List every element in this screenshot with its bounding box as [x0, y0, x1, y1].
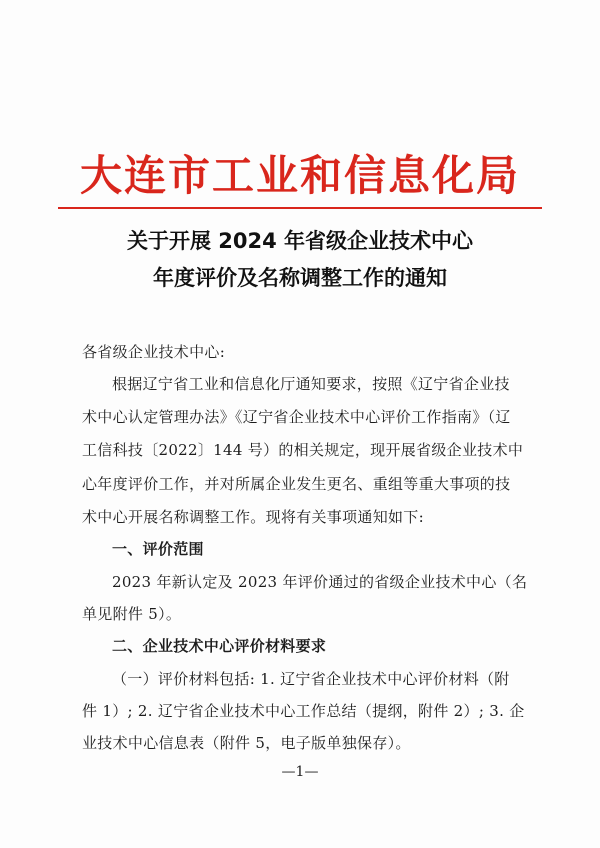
section-2-line: 件 1）; 2. 辽宁省企业技术中心工作总结（提纲，附件 2）; 3. 企	[82, 702, 525, 720]
section-2-line: 业技术中心信息表（附件 5，电子版单独保存）。	[82, 734, 411, 752]
section-2-heading: 二、企业技术中心评价材料要求	[112, 637, 327, 655]
document-title-line-1: 关于开展 2024 年省级企业技术中心	[126, 229, 474, 253]
header-red-rule	[58, 207, 542, 209]
section-1-line: 2023 年新认定及 2023 年评价通过的省级企业技术中心（名	[112, 573, 528, 591]
document-title-line-2: 年度评价及名称调整工作的通知	[153, 266, 447, 290]
section-1-heading: 一、评价范围	[112, 540, 204, 558]
paragraph-1-line: 工信科技〔2022〕144 号）的相关规定，现开展省级企业技术中	[82, 441, 524, 459]
section-2-line: （一）评价材料包括: 1. 辽宁省企业技术中心评价材料（附	[112, 670, 510, 688]
section-1-line: 单见附件 5）。	[82, 605, 182, 623]
paragraph-1-line: 术中心认定管理办法》《辽宁省企业技术中心评价工作指南》（辽	[82, 408, 511, 426]
paragraph-1-line: 术中心开展名称调整工作。现将有关事项通知如下:	[82, 508, 424, 526]
page-number: —1—	[281, 764, 319, 780]
salutation: 各省级企业技术中心:	[82, 343, 226, 361]
agency-header: 大连市工业和信息化局	[79, 151, 520, 200]
paragraph-1-line: 根据辽宁省工业和信息化厅通知要求，按照《辽宁省企业技	[112, 375, 510, 393]
paragraph-1-line: 心年度评价工作，并对所属企业发生更名、重组等重大事项的技	[82, 475, 511, 493]
